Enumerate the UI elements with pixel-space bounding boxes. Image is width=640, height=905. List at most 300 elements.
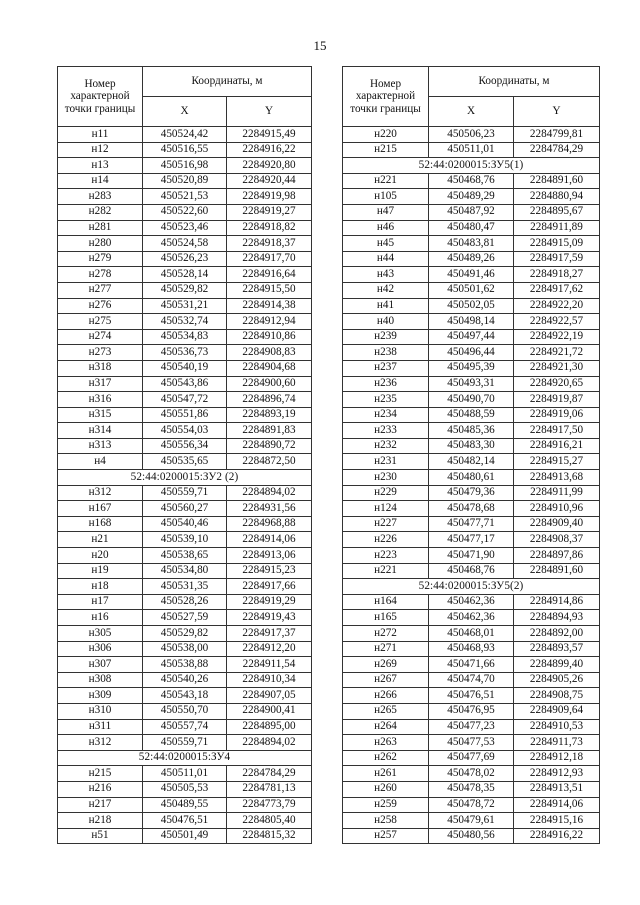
point-number-cell: н269 bbox=[343, 657, 429, 673]
x-coordinate-cell: 450485,36 bbox=[429, 423, 514, 439]
x-coordinate-cell: 450528,14 bbox=[143, 267, 227, 283]
y-coordinate-cell: 2284880,94 bbox=[514, 189, 600, 205]
y-coordinate-cell: 2284896,74 bbox=[227, 392, 312, 408]
y-coordinate-cell: 2284893,19 bbox=[227, 407, 312, 423]
x-coordinate-cell: 450540,26 bbox=[143, 672, 227, 688]
point-number-cell: н18 bbox=[58, 579, 143, 595]
point-number-cell: н318 bbox=[58, 360, 143, 376]
table-row bbox=[58, 797, 312, 813]
y-coordinate-cell: 2284914,06 bbox=[514, 797, 600, 813]
y-coordinate-cell: 2284914,38 bbox=[227, 298, 312, 314]
y-coordinate-cell: 2284894,93 bbox=[514, 610, 600, 626]
x-coordinate-cell: 450501,62 bbox=[429, 282, 514, 298]
point-number-cell: н279 bbox=[58, 251, 143, 267]
coordinates-table-left bbox=[57, 66, 312, 844]
y-coordinate-cell: 2284910,53 bbox=[514, 719, 600, 735]
y-coordinate-cell: 2284919,29 bbox=[227, 594, 312, 610]
table-row bbox=[58, 626, 312, 642]
x-coordinate-cell: 450516,55 bbox=[143, 142, 227, 158]
y-coordinate-cell: 2284920,65 bbox=[514, 376, 600, 392]
point-number-cell: н229 bbox=[343, 485, 429, 501]
table-row bbox=[58, 407, 312, 423]
point-number-cell: н44 bbox=[343, 251, 429, 267]
table-row bbox=[58, 719, 312, 735]
table-row bbox=[343, 376, 600, 392]
point-number-cell: н274 bbox=[58, 329, 143, 345]
header-point-number: Номер характерной точки границы bbox=[343, 67, 429, 127]
table-row bbox=[58, 267, 312, 283]
x-coordinate-cell: 450501,49 bbox=[143, 828, 227, 844]
x-coordinate-cell: 450496,44 bbox=[429, 345, 514, 361]
x-coordinate-cell: 450493,31 bbox=[429, 376, 514, 392]
x-coordinate-cell: 450477,69 bbox=[429, 750, 514, 766]
table-row bbox=[58, 298, 312, 314]
point-number-cell: н283 bbox=[58, 189, 143, 205]
x-coordinate-cell: 450487,92 bbox=[429, 204, 514, 220]
y-coordinate-cell: 2284915,16 bbox=[514, 813, 600, 829]
x-coordinate-cell: 450502,05 bbox=[429, 298, 514, 314]
point-number-cell: н238 bbox=[343, 345, 429, 361]
y-coordinate-cell: 2284912,94 bbox=[227, 314, 312, 330]
header-point-number: Номер характерной точки границы bbox=[58, 67, 143, 127]
y-coordinate-cell: 2284908,37 bbox=[514, 532, 600, 548]
point-number-cell: н40 bbox=[343, 314, 429, 330]
table-row bbox=[58, 688, 312, 704]
y-coordinate-cell: 2284815,32 bbox=[227, 828, 312, 844]
point-number-cell: н234 bbox=[343, 407, 429, 423]
point-number-cell: н281 bbox=[58, 220, 143, 236]
table-row bbox=[343, 735, 600, 751]
x-coordinate-cell: 450478,02 bbox=[429, 766, 514, 782]
table-row bbox=[343, 485, 600, 501]
header-coordinates: Координаты, м bbox=[143, 67, 312, 97]
table-body-left bbox=[58, 127, 312, 844]
y-coordinate-cell: 2284921,30 bbox=[514, 360, 600, 376]
x-coordinate-cell: 450468,93 bbox=[429, 641, 514, 657]
table-row bbox=[343, 282, 600, 298]
point-number-cell: н309 bbox=[58, 688, 143, 704]
table-row bbox=[58, 438, 312, 454]
point-number-cell: н264 bbox=[343, 719, 429, 735]
table-row bbox=[58, 173, 312, 189]
section-row bbox=[58, 750, 312, 766]
point-number-cell: н232 bbox=[343, 438, 429, 454]
table-row bbox=[58, 735, 312, 751]
x-coordinate-cell: 450462,36 bbox=[429, 610, 514, 626]
y-coordinate-cell: 2284913,06 bbox=[227, 548, 312, 564]
table-row bbox=[343, 454, 600, 470]
y-coordinate-cell: 2284897,86 bbox=[514, 548, 600, 564]
point-number-cell: н311 bbox=[58, 719, 143, 735]
x-coordinate-cell: 450468,76 bbox=[429, 173, 514, 189]
point-number-cell: н260 bbox=[343, 781, 429, 797]
x-coordinate-cell: 450529,82 bbox=[143, 626, 227, 642]
point-number-cell: н314 bbox=[58, 423, 143, 439]
point-number-cell: н16 bbox=[58, 610, 143, 626]
x-coordinate-cell: 450478,72 bbox=[429, 797, 514, 813]
y-coordinate-cell: 2284918,37 bbox=[227, 236, 312, 252]
x-coordinate-cell: 450488,59 bbox=[429, 407, 514, 423]
y-coordinate-cell: 2284905,26 bbox=[514, 672, 600, 688]
x-coordinate-cell: 450551,86 bbox=[143, 407, 227, 423]
table-row bbox=[343, 703, 600, 719]
y-coordinate-cell: 2284872,50 bbox=[227, 454, 312, 470]
y-coordinate-cell: 2284915,49 bbox=[227, 127, 312, 143]
x-coordinate-cell: 450531,35 bbox=[143, 579, 227, 595]
y-coordinate-cell: 2284913,68 bbox=[514, 470, 600, 486]
point-number-cell: н216 bbox=[58, 781, 143, 797]
point-number-cell: н105 bbox=[343, 189, 429, 205]
x-coordinate-cell: 450497,44 bbox=[429, 329, 514, 345]
header-coordinates: Координаты, м bbox=[429, 67, 600, 97]
x-coordinate-cell: 450534,80 bbox=[143, 563, 227, 579]
y-coordinate-cell: 2284891,60 bbox=[514, 563, 600, 579]
table-row bbox=[343, 813, 600, 829]
table-row bbox=[58, 127, 312, 143]
x-coordinate-cell: 450489,55 bbox=[143, 797, 227, 813]
table-row bbox=[58, 532, 312, 548]
y-coordinate-cell: 2284916,22 bbox=[227, 142, 312, 158]
y-coordinate-cell: 2284912,18 bbox=[514, 750, 600, 766]
y-coordinate-cell: 2284917,59 bbox=[514, 251, 600, 267]
x-coordinate-cell: 450538,65 bbox=[143, 548, 227, 564]
x-coordinate-cell: 450538,88 bbox=[143, 657, 227, 673]
y-coordinate-cell: 2284773,79 bbox=[227, 797, 312, 813]
table-row bbox=[343, 797, 600, 813]
x-coordinate-cell: 450491,46 bbox=[429, 267, 514, 283]
point-number-cell: н42 bbox=[343, 282, 429, 298]
x-coordinate-cell: 450479,61 bbox=[429, 813, 514, 829]
table-row bbox=[58, 360, 312, 376]
x-coordinate-cell: 450506,23 bbox=[429, 127, 514, 143]
point-number-cell: н305 bbox=[58, 626, 143, 642]
y-coordinate-cell: 2284918,27 bbox=[514, 267, 600, 283]
section-title: 52:44:0200015:ЗУ5(2) bbox=[343, 579, 600, 595]
y-coordinate-cell: 2284892,00 bbox=[514, 626, 600, 642]
point-number-cell: н47 bbox=[343, 204, 429, 220]
y-coordinate-cell: 2284915,27 bbox=[514, 454, 600, 470]
header-y: Y bbox=[514, 97, 600, 127]
table-row bbox=[58, 579, 312, 595]
point-number-cell: н124 bbox=[343, 501, 429, 517]
point-number-cell: н306 bbox=[58, 641, 143, 657]
y-coordinate-cell: 2284968,88 bbox=[227, 516, 312, 532]
y-coordinate-cell: 2284917,66 bbox=[227, 579, 312, 595]
point-number-cell: н21 bbox=[58, 532, 143, 548]
point-number-cell: н11 bbox=[58, 127, 143, 143]
x-coordinate-cell: 450559,71 bbox=[143, 735, 227, 751]
point-number-cell: н315 bbox=[58, 407, 143, 423]
table-row bbox=[58, 548, 312, 564]
y-coordinate-cell: 2284920,44 bbox=[227, 173, 312, 189]
y-coordinate-cell: 2284799,81 bbox=[514, 127, 600, 143]
point-number-cell: н226 bbox=[343, 532, 429, 548]
y-coordinate-cell: 2284909,64 bbox=[514, 703, 600, 719]
point-number-cell: н236 bbox=[343, 376, 429, 392]
x-coordinate-cell: 450477,71 bbox=[429, 516, 514, 532]
table-row bbox=[58, 329, 312, 345]
x-coordinate-cell: 450521,53 bbox=[143, 189, 227, 205]
x-coordinate-cell: 450536,73 bbox=[143, 345, 227, 361]
x-coordinate-cell: 450471,66 bbox=[429, 657, 514, 673]
point-number-cell: н217 bbox=[58, 797, 143, 813]
y-coordinate-cell: 2284911,73 bbox=[514, 735, 600, 751]
point-number-cell: н266 bbox=[343, 688, 429, 704]
table-row bbox=[58, 282, 312, 298]
point-number-cell: н265 bbox=[343, 703, 429, 719]
x-coordinate-cell: 450478,68 bbox=[429, 501, 514, 517]
point-number-cell: н41 bbox=[343, 298, 429, 314]
y-coordinate-cell: 2284916,21 bbox=[514, 438, 600, 454]
y-coordinate-cell: 2284912,20 bbox=[227, 641, 312, 657]
x-coordinate-cell: 450520,89 bbox=[143, 173, 227, 189]
y-coordinate-cell: 2284916,22 bbox=[514, 828, 600, 844]
point-number-cell: н168 bbox=[58, 516, 143, 532]
table-row bbox=[58, 204, 312, 220]
x-coordinate-cell: 450540,19 bbox=[143, 360, 227, 376]
table-row bbox=[343, 173, 600, 189]
x-coordinate-cell: 450538,00 bbox=[143, 641, 227, 657]
y-coordinate-cell: 2284908,75 bbox=[514, 688, 600, 704]
x-coordinate-cell: 450483,81 bbox=[429, 236, 514, 252]
point-number-cell: н275 bbox=[58, 314, 143, 330]
y-coordinate-cell: 2284919,87 bbox=[514, 392, 600, 408]
point-number-cell: н165 bbox=[343, 610, 429, 626]
x-coordinate-cell: 450480,61 bbox=[429, 470, 514, 486]
point-number-cell: н313 bbox=[58, 438, 143, 454]
x-coordinate-cell: 450476,51 bbox=[143, 813, 227, 829]
point-number-cell: н221 bbox=[343, 563, 429, 579]
header-x: X bbox=[429, 97, 514, 127]
point-number-cell: н237 bbox=[343, 360, 429, 376]
y-coordinate-cell: 2284904,68 bbox=[227, 360, 312, 376]
y-coordinate-cell: 2284894,02 bbox=[227, 485, 312, 501]
point-number-cell: н239 bbox=[343, 329, 429, 345]
x-coordinate-cell: 450489,29 bbox=[429, 189, 514, 205]
point-number-cell: н19 bbox=[58, 563, 143, 579]
y-coordinate-cell: 2284911,99 bbox=[514, 485, 600, 501]
x-coordinate-cell: 450468,76 bbox=[429, 563, 514, 579]
table-row bbox=[343, 688, 600, 704]
point-number-cell: н218 bbox=[58, 813, 143, 829]
y-coordinate-cell: 2284805,40 bbox=[227, 813, 312, 829]
point-number-cell: н271 bbox=[343, 641, 429, 657]
y-coordinate-cell: 2284919,43 bbox=[227, 610, 312, 626]
table-row bbox=[343, 298, 600, 314]
y-coordinate-cell: 2284931,56 bbox=[227, 501, 312, 517]
y-coordinate-cell: 2284784,29 bbox=[227, 766, 312, 782]
y-coordinate-cell: 2284895,00 bbox=[227, 719, 312, 735]
x-coordinate-cell: 450550,70 bbox=[143, 703, 227, 719]
y-coordinate-cell: 2284895,67 bbox=[514, 204, 600, 220]
header-x: X bbox=[143, 97, 227, 127]
x-coordinate-cell: 450479,36 bbox=[429, 485, 514, 501]
y-coordinate-cell: 2284908,83 bbox=[227, 345, 312, 361]
x-coordinate-cell: 450535,65 bbox=[143, 454, 227, 470]
x-coordinate-cell: 450482,14 bbox=[429, 454, 514, 470]
table-row bbox=[343, 626, 600, 642]
table-row bbox=[343, 516, 600, 532]
x-coordinate-cell: 450505,53 bbox=[143, 781, 227, 797]
table-row bbox=[343, 657, 600, 673]
y-coordinate-cell: 2284914,06 bbox=[227, 532, 312, 548]
point-number-cell: н45 bbox=[343, 236, 429, 252]
table-row bbox=[58, 703, 312, 719]
table-row bbox=[343, 142, 600, 158]
section-row bbox=[343, 158, 600, 174]
y-coordinate-cell: 2284917,50 bbox=[514, 423, 600, 439]
x-coordinate-cell: 450483,30 bbox=[429, 438, 514, 454]
x-coordinate-cell: 450477,23 bbox=[429, 719, 514, 735]
y-coordinate-cell: 2284915,50 bbox=[227, 282, 312, 298]
table-row bbox=[58, 657, 312, 673]
table-row bbox=[343, 127, 600, 143]
header-y: Y bbox=[227, 97, 312, 127]
table-row bbox=[343, 236, 600, 252]
table-row bbox=[343, 220, 600, 236]
point-number-cell: н164 bbox=[343, 594, 429, 610]
point-number-cell: н278 bbox=[58, 267, 143, 283]
y-coordinate-cell: 2284911,89 bbox=[514, 220, 600, 236]
point-number-cell: н310 bbox=[58, 703, 143, 719]
x-coordinate-cell: 450556,34 bbox=[143, 438, 227, 454]
x-coordinate-cell: 450554,03 bbox=[143, 423, 227, 439]
point-number-cell: н167 bbox=[58, 501, 143, 517]
x-coordinate-cell: 450477,17 bbox=[429, 532, 514, 548]
y-coordinate-cell: 2284893,57 bbox=[514, 641, 600, 657]
point-number-cell: н317 bbox=[58, 376, 143, 392]
table-row bbox=[343, 423, 600, 439]
point-number-cell: н307 bbox=[58, 657, 143, 673]
y-coordinate-cell: 2284890,72 bbox=[227, 438, 312, 454]
y-coordinate-cell: 2284891,60 bbox=[514, 173, 600, 189]
point-number-cell: н308 bbox=[58, 672, 143, 688]
page-number: 15 bbox=[313, 38, 327, 53]
y-coordinate-cell: 2284917,70 bbox=[227, 251, 312, 267]
point-number-cell: н230 bbox=[343, 470, 429, 486]
table-body-right bbox=[343, 127, 600, 844]
y-coordinate-cell: 2284910,86 bbox=[227, 329, 312, 345]
x-coordinate-cell: 450476,95 bbox=[429, 703, 514, 719]
x-coordinate-cell: 450476,51 bbox=[429, 688, 514, 704]
point-number-cell: н14 bbox=[58, 173, 143, 189]
x-coordinate-cell: 450557,74 bbox=[143, 719, 227, 735]
table-row bbox=[58, 828, 312, 844]
x-coordinate-cell: 450468,01 bbox=[429, 626, 514, 642]
table-row bbox=[58, 813, 312, 829]
point-number-cell: н263 bbox=[343, 735, 429, 751]
table-row bbox=[343, 532, 600, 548]
x-coordinate-cell: 450543,86 bbox=[143, 376, 227, 392]
table-row bbox=[58, 376, 312, 392]
table-row bbox=[343, 251, 600, 267]
x-coordinate-cell: 450477,53 bbox=[429, 735, 514, 751]
point-number-cell: н227 bbox=[343, 516, 429, 532]
point-number-cell: н316 bbox=[58, 392, 143, 408]
x-coordinate-cell: 450543,18 bbox=[143, 688, 227, 704]
x-coordinate-cell: 450527,59 bbox=[143, 610, 227, 626]
table-row bbox=[58, 594, 312, 610]
table-row bbox=[343, 501, 600, 517]
point-number-cell: н51 bbox=[58, 828, 143, 844]
table-row bbox=[58, 423, 312, 439]
table-row bbox=[58, 563, 312, 579]
point-number-cell: н215 bbox=[343, 142, 429, 158]
point-number-cell: н261 bbox=[343, 766, 429, 782]
x-coordinate-cell: 450498,14 bbox=[429, 314, 514, 330]
x-coordinate-cell: 450511,01 bbox=[429, 142, 514, 158]
table-row bbox=[58, 781, 312, 797]
table-row bbox=[343, 360, 600, 376]
y-coordinate-cell: 2284910,34 bbox=[227, 672, 312, 688]
x-coordinate-cell: 450559,71 bbox=[143, 485, 227, 501]
y-coordinate-cell: 2284891,83 bbox=[227, 423, 312, 439]
coordinates-table-right bbox=[342, 66, 600, 844]
section-row bbox=[58, 470, 312, 486]
point-number-cell: н46 bbox=[343, 220, 429, 236]
point-number-cell: н262 bbox=[343, 750, 429, 766]
table-row bbox=[343, 204, 600, 220]
section-row bbox=[343, 579, 600, 595]
section-title: 52:44:0200015:ЗУ2 (2) bbox=[58, 470, 312, 486]
x-coordinate-cell: 450524,58 bbox=[143, 236, 227, 252]
y-coordinate-cell: 2284916,64 bbox=[227, 267, 312, 283]
x-coordinate-cell: 450480,47 bbox=[429, 220, 514, 236]
table-row bbox=[343, 610, 600, 626]
y-coordinate-cell: 2284781,13 bbox=[227, 781, 312, 797]
table-row bbox=[343, 407, 600, 423]
point-number-cell: н257 bbox=[343, 828, 429, 844]
table-row bbox=[343, 719, 600, 735]
y-coordinate-cell: 2284919,27 bbox=[227, 204, 312, 220]
x-coordinate-cell: 450540,46 bbox=[143, 516, 227, 532]
point-number-cell: н277 bbox=[58, 282, 143, 298]
table-row bbox=[343, 594, 600, 610]
y-coordinate-cell: 2284784,29 bbox=[514, 142, 600, 158]
y-coordinate-cell: 2284912,93 bbox=[514, 766, 600, 782]
y-coordinate-cell: 2284900,41 bbox=[227, 703, 312, 719]
point-number-cell: н13 bbox=[58, 158, 143, 174]
table-row bbox=[58, 485, 312, 501]
x-coordinate-cell: 450471,90 bbox=[429, 548, 514, 564]
table-row bbox=[58, 236, 312, 252]
table-row bbox=[58, 189, 312, 205]
x-coordinate-cell: 450522,60 bbox=[143, 204, 227, 220]
x-coordinate-cell: 450526,23 bbox=[143, 251, 227, 267]
point-number-cell: н276 bbox=[58, 298, 143, 314]
table-row bbox=[343, 438, 600, 454]
point-number-cell: н282 bbox=[58, 204, 143, 220]
y-coordinate-cell: 2284921,72 bbox=[514, 345, 600, 361]
x-coordinate-cell: 450532,74 bbox=[143, 314, 227, 330]
table-row bbox=[343, 563, 600, 579]
y-coordinate-cell: 2284909,40 bbox=[514, 516, 600, 532]
point-number-cell: н220 bbox=[343, 127, 429, 143]
table-row bbox=[343, 470, 600, 486]
point-number-cell: н235 bbox=[343, 392, 429, 408]
y-coordinate-cell: 2284918,82 bbox=[227, 220, 312, 236]
point-number-cell: н273 bbox=[58, 345, 143, 361]
y-coordinate-cell: 2284900,60 bbox=[227, 376, 312, 392]
point-number-cell: н223 bbox=[343, 548, 429, 564]
section-title: 52:44:0200015:ЗУ4 bbox=[58, 750, 312, 766]
table-row bbox=[343, 766, 600, 782]
x-coordinate-cell: 450495,39 bbox=[429, 360, 514, 376]
table-row bbox=[343, 548, 600, 564]
table-row bbox=[343, 828, 600, 844]
point-number-cell: н272 bbox=[343, 626, 429, 642]
x-coordinate-cell: 450516,98 bbox=[143, 158, 227, 174]
